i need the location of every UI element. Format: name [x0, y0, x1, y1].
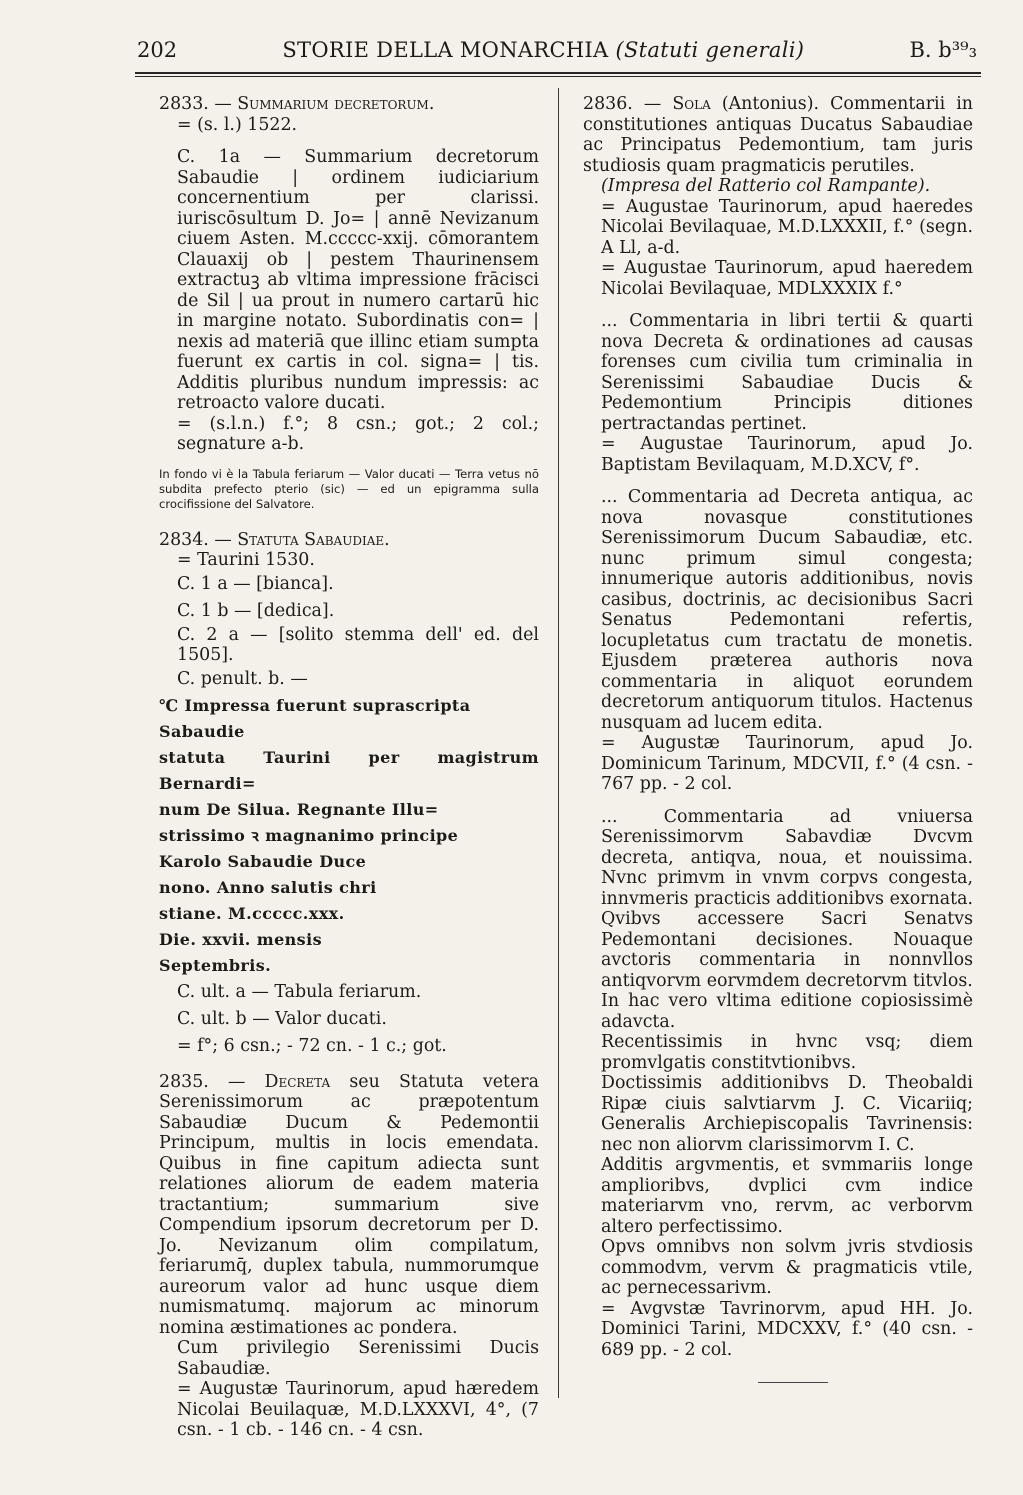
left-column: [159, 94, 539, 1441]
entry-2833-body: C. 1a — Summarium decretorum Sabaudie | ordinem iudiciarium concernentium per clarissi. iuriscōsultum D. Jo= | annē Nevizanum ciuem Asten. M.ccccc-xxij. cōmorantem Clauaxij ob | pestem Thaurinensem extractuꝫ ab vltima impressione frācisci de Sil | ua prout in numero cartarū hic in margine notato. Subordinatis con= | nexis ad materiā que illinc etiam sumpta fuerunt ex cartis in col. signa= | tis. Additis pluribus nundum impressis: ac retroacto valore ducati.: [177, 147, 539, 413]
entry-number: 2835. —: [159, 1071, 265, 1092]
entry-2836-commentaria-1-imprint: = Augustae Taurinorum, apud Jo. Baptistam Bevilaquam, M.D.XCV, f°.: [601, 434, 973, 475]
entry-number: 2834. —: [159, 529, 238, 550]
entry-2833-format: = (s.l.n.) f.°; 8 csn.; got.; 2 col.; segnature a-b.: [177, 413, 539, 454]
entry-2834-c1a: C. 1 a — [bianca].: [177, 573, 334, 594]
entry-2835-imprint: = Augustæ Taurinorum, apud hæredem Nicolai Beuilaquæ, M.D.LXXXVI, 4°, (7 csn. - 1 cb. - 146 cn. - 4 csn.: [177, 1379, 539, 1440]
entry-2834-heading: [159, 530, 539, 551]
entry-title: Summarium decretorum.: [237, 94, 435, 114]
gothic-colophon-line-9: Septembris.: [159, 955, 272, 975]
entry-2834-format: = f°; 6 csn.; - 72 cn. - 1 c.; got.: [177, 1035, 447, 1056]
gothic-colophon-line-2: statuta Taurini per magistrum Bernardi=: [159, 747, 539, 793]
column-divider: [558, 88, 559, 1398]
running-title: [282, 38, 804, 62]
gothic-colophon-line-4: strissimo ꝛ magnanimo principe: [159, 825, 459, 845]
entry-2833-imprint: = (s. l.) 1522.: [177, 114, 298, 135]
section-end-rule: [758, 1382, 828, 1383]
gothic-colophon-line-8: Die. xxvii. mensis: [159, 929, 322, 949]
entry-2836-commentaria-3-p5: Additis argvmentis, et svmmariis longe amplioribvs, dvplici cvm indice materiarvm vno, rervm, ac verborvm altero perfectissimo.: [601, 1155, 973, 1237]
entry-number: 2836. —: [583, 94, 673, 114]
entry-2836-edition-1: = Augustae Taurinorum, apud haeredes Nicolai Bevilaquae, M.D.LXXXII, f.° (segn. A Ll, a-d.: [601, 196, 973, 258]
header-rule-thick: [135, 72, 981, 74]
entry-number: 2833. —: [159, 94, 238, 114]
entry-2836-commentaria-2: ... Commentaria ad Decreta antiqua, ac nova novasque constitutiones Serenissimorum Ducum Sabaudiæ, etc. nunc primum simul congesta; innumerique autoris additionibus, novis casibus, doctrinis, ac decisionibus Sacri Senatus Pedemontani refertis, locupletatus cum tractatu de monetis. Ejusdem præterea authoris nova commentaria in aliquot eorundem decretorum antiquorum titulos. Hactenus nusquam ad lucem edita.: [601, 487, 973, 733]
entry-2836-edition-2: = Augustae Taurinorum, apud haeredem Nicolai Bevilaquae, MDLXXXIX f.°: [601, 258, 973, 299]
entry-2836-impresa: (Impresa del Ratterio col Rampante).: [601, 176, 931, 196]
gothic-colophon-line-3: num De Silua. Regnante Illu=: [159, 799, 439, 819]
entry-2834-c2a: C. 2 a — [solito stemma dell' ed. del 1505].: [177, 624, 539, 665]
right-column: [583, 94, 973, 1383]
entry-2836-commentaria-3-imprint: = Avgvstæ Tavrinorvm, apud HH. Jo. Dominici Tarini, MDCXXV, f.° (40 csn. - 689 pp. - 2 col.: [601, 1298, 973, 1360]
entry-2836-body: [583, 94, 973, 176]
header-rule-thin: [135, 76, 981, 77]
gothic-colophon-line-5: Karolo Sabaudie Duce: [159, 851, 367, 871]
gothic-colophon-line-1: ℃ Impressa fuerunt suprascripta Sabaudie: [159, 695, 471, 741]
entry-2834-penult: C. penult. b. —: [177, 668, 308, 689]
entry-2834-ult-a: C. ult. a — Tabula feriarum.: [177, 981, 422, 1002]
running-header: [137, 38, 977, 70]
signature-mark: B. b³⁹₃: [909, 38, 977, 62]
entry-author: Sola: [672, 94, 711, 114]
entry-2834-imprint: = Taurini 1530.: [177, 550, 315, 570]
entry-text: seu Statuta vetera Serenissimorum ac præpotentum Sabaudiæ Ducum & Pedemontii Principum, multis in locis emendata. Quibus in fine capitum adiecta sunt relationes aliorum de eadem materia tractantium; summarium sive Compendium ipsorum decretorum per D. Jo. Nevizanum olim compilatum, feriarumq̄, duplex tabula, nummorumque aureorum valor ad hunc usque diem numismatumq. majorum ac minorum nomina æstimationes ac pondera.: [159, 1071, 539, 1338]
entry-2834-c1b: C. 1 b — [dedica].: [177, 600, 335, 621]
entry-2836-commentaria-3: ... Commentaria ad vniuersa Serenissimorvm Sabavdiæ Dvcvm decreta, antiqva, noua, et nouissima. Nvnc primvm in vnvm corpvs congesta, innvmeris practicis additionibvs exornata. Qvibvs accessere Sacri Senatvs Pedemontani decisiones. Nouaque avctoris commentaria in nonnvllos antiqvorvm eorvmdem decretorvm titvlos.: [601, 806, 973, 991]
entry-2833-note: In fondo vi è la Tabula feriarum — Valor ducati — Terra vetus nō subdita prefecto pterio (sic) — ed un epigramma sulla crocifissione del Salvatore.: [159, 466, 539, 511]
gothic-colophon-line-7: stiane. M.ccccc.xxx.: [159, 903, 345, 923]
entry-2835-privilege: Cum privilegio Serenissimi Ducis Sabaudiæ.: [177, 1338, 539, 1379]
entry-2836-commentaria-3-p6: Opvs omnibvs non solvm jvris stvdiosis commodvm, vervm & pragmaticis vtile, ac pernecessarivm.: [601, 1237, 973, 1298]
running-title-main: STORIE DELLA MONARCHIA: [282, 38, 609, 62]
entry-2836-commentaria-1: ... Commentaria in libri tertii & quarti nova Decreta & ordinationes ad causas forenses cum civilia tum criminalia in Serenissimi Sabaudiae Ducis & Pedemontium Principis ditiones pertractandas pertinet.: [601, 311, 973, 434]
entry-2835-body: [159, 1072, 539, 1339]
entry-title: Decreta: [264, 1071, 331, 1092]
entry-text: (Antonius). Commentarii in constitutiones antiquas Ducatus Sabaudiae ac Principatus Pedemontium, tam juris studiosis quam pragmaticis perutiles.: [583, 94, 974, 176]
entry-2834-ult-b: C. ult. b — Valor ducati.: [177, 1008, 387, 1029]
entry-2836-commentaria-3-p4: Doctissimis additionibvs D. Theobaldi Ripæ ciuis salvtiarvm J. C. Vicariiq; Generalis Archiepiscopalis Tavrinensis: nec non aliorvm clarissimorvm I. C.: [601, 1073, 973, 1155]
entry-2836-commentaria-2-imprint: = Augustæ Taurinorum, apud Jo. Dominicum Tarinum, MDCVII, f.° (4 csn. - 767 pp. - 2 col.: [601, 733, 973, 794]
entry-2836-commentaria-3-p3: Recentissimis in hvnc vsq; diem promvlgatis constitvtionibvs.: [601, 1032, 973, 1073]
running-title-italic: (Statuti generali): [615, 38, 805, 62]
entry-title: Statuta Sabaudiae.: [237, 529, 390, 550]
entry-2836-commentaria-3-p2: In hac vero vltima editione copiosissimè adavcta.: [601, 991, 973, 1032]
page-number: 202: [137, 38, 178, 62]
gothic-colophon-line-6: nono. Anno salutis chri: [159, 877, 377, 897]
entry-2833-heading: [159, 94, 539, 115]
